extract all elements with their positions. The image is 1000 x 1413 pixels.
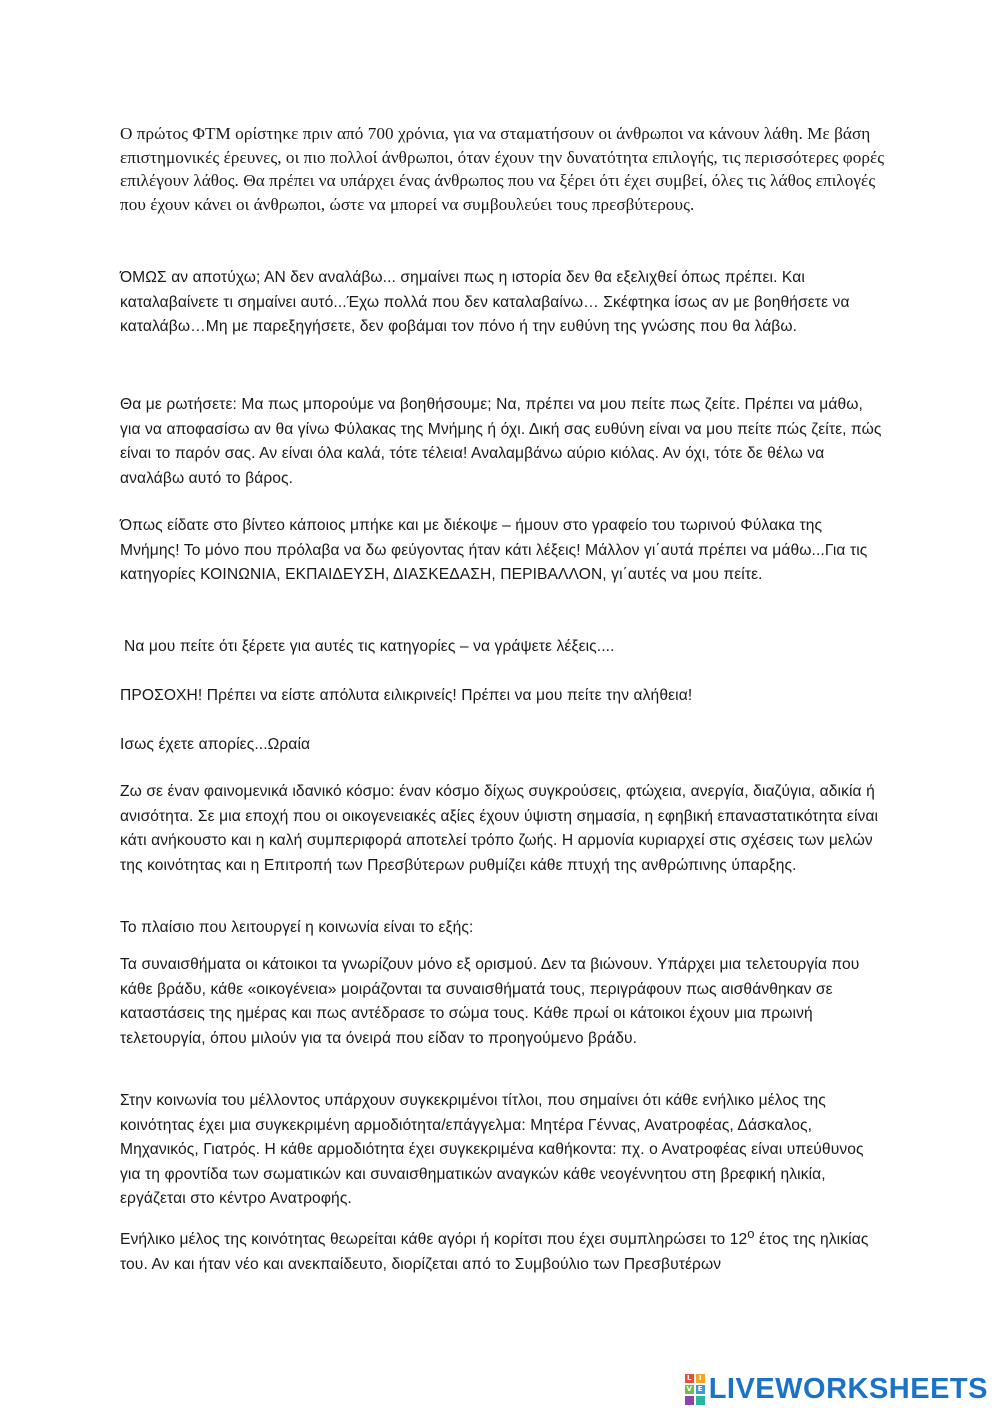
paragraph-ideal-world: Ζω σε έναν φαινομενικά ιδανικό κόσμο: έναν κόσμο δίχως συγκρούσεις, φτώχεια, ανεργία, διαζύγια, αδικία ή ανισότητα. Σε μια εποχή που οι οικογενειακές αξίες έχουν ύψιστη σημασία, η εφηβική επαναστατικότητα είναι κάτι ανήκουστο και η καλή συμπεριφορά αποτελεί τρόπο ζωής. Η αρμονία κυριαρχεί στις σχέσεις των μελών της κοινότητας και η Επιτροπή των Πρεσβύτερων ρυθμίζει κάθε πτυχή της ανθρώπινης ύπαρξης. [120,783,879,874]
liveworksheets-wordmark: LIVEWORKSHEETS [708,1373,988,1405]
paragraph-adult-member [120,1222,885,1277]
paragraph-titles: Στην κοινωνία του μέλλοντος υπάρχουν συγκεκριμένοι τίτλοι, που σημαίνει ότι κάθε ενήλικο μέλος της κοινότητας έχει μια συγκεκριμένη αρμοδιότητα/επάγγελμα: Μητέρα Γέννας, Ανατροφέας, Δάσκαλος, Μηχανικός, Γιατρός. Η κάθε αρμοδιότητα έχει συγκεκριμένα καθήκοντα: πχ. ο Ανατροφέας είναι υπεύθυνος για τη φροντίδα των σωματικών και συναισθηματικών αναγκών κάθε νεογέννητου στη βρεφική ηλικία, εργάζεται στο κέντρο Ανατροφής. [120,1092,864,1207]
paragraph-attention: ΠΡΟΣΟΧΗ! Πρέπει να είστε απόλυτα ειλικρινείς! Πρέπει να μου πείτε την αλήθεια! [120,687,693,704]
paragraph-ftm-intro: Ο πρώτος ΦΤΜ ορίστηκε πριν από 700 χρόνια, για να σταματήσουν οι άνθρωποι να κάνουν λάθη. Με βάση επιστημονικές έρευνες, οι πιο πολλοί άνθρωποι, όταν έχουν την δυνατότητα επιλογής, τις περισσότερες φορές επιλέγουν λάθος. Θα πρέπει να υπάρχει ένας άνθρωπος που να ξέρει ότι έχει συμβεί, όλες τις λάθος επιλογές που έχουν κάνει οι άνθρωποι, ώστε να μπορεί να συμβουλεύει τους πρεσβύτερους. [120,124,885,214]
adult-member-text-start: Ενήλικο μέλος της κοινότητας θεωρείται κάθε αγόρι ή κορίτσι που έχει συμπληρώσει το 12 [120,1231,748,1249]
liveworksheets-logo [685,1372,988,1406]
ordinal-superscript: ο [747,1226,755,1241]
logo-tile: V [686,1384,692,1393]
liveworksheets-logo-icon [685,1374,705,1405]
paragraph-questions: Ισως έχετε απορίες...Ωραία [120,736,311,753]
logo-tile: E [696,1385,705,1394]
paragraph-write-words: Να μου πείτε ότι ξέρετε για αυτές τις κατηγορίες – να γράψετε λέξεις.... [124,638,615,655]
adult-member-text-end: έτος της ηλικίας του. Αν και ήταν νέο και ανεκπαίδευτο, διορίζεται από το Συμβούλιο των Πρεσβυτέρων [120,1231,869,1273]
paragraph-how-to-help: Θα με ρωτήσετε: Μα πως μπορούμε να βοηθήσουμε; Να, πρέπει να μου πείτε πως ζείτε. Πρέπει να μάθω, για να αποφασίσω αν θα γίνω Φύλακας της Μνήμης ή όχι. Δική σας ευθύνη είναι να μου πείτε πώς ζείτε, πώς είναι το παρόν σας. Αν είναι όλα καλά, τότε τέλεια! Αναλαμβάνω αύριο κιόλας. Αν όχι, τότε δε θέλω να αναλάβω αυτό το βάρος. [120,396,882,487]
logo-tile: I [696,1374,705,1383]
paragraph-what-if-fail: ΌΜΩΣ αν αποτύχω; ΑΝ δεν αναλάβω... σημαίνει πως η ιστορία δεν θα εξελιχθεί όπως πρέπει. Και καταλαβαίνετε τι σημαίνει αυτό...Έχω πολλά που δεν καταλαβαίνω… Σκέφτηκα ίσως αν με βοηθήσετε να καταλάβω…Μη με παρεξηγήσετε, δεν φοβάμαι τον πόνο ή την ευθύνη της γνώσης που θα λάβω. [120,269,850,335]
paragraph-framework: Το πλαίσιο που λειτουργεί η κοινωνία είναι το εξής: [120,919,474,936]
logo-tile: L [685,1374,694,1383]
paragraph-emotions: Τα συναισθήματα οι κάτοικοι τα γνωρίζουν μόνο εξ ορισμού. Δεν τα βιώνουν. Υπάρχει μια τελετουργία που κάθε βράδυ, κάθε «οικογένεια» μοιράζονται τα συναισθήματά τους, περιγράφουν πως αισθάνθηκαν σε καταστάσεις της ημέρας και πως αντέδρασε το σώμα τους. Κάθε πρωί οι κάτοικοι έχουν μια πρωινή τελετουργία, όπου μιλούν για τα όνειρά που είδαν το προηγούμενο βράδυ. [120,956,860,1047]
paragraph-video-categories: Όπως είδατε στο βίντεο κάποιος μπήκε και με διέκοψε – ήμουν στο γραφείο του τωρινού Φύλακα της Μνήμης! Το μόνο που πρόλαβα να δω φεύγοντας ήταν κάτι λέξεις! Μάλλον γι΄αυτά πρέπει να μάθω...Για τις κατηγορίες ΚΟΙΝΩΝΙΑ, ΕΚΠΑΙΔΕΥΣΗ, ΔΙΑΣΚΕΔΑΣΗ, ΠΕΡΙΒΑΛΛΟΝ, γι΄αυτές να μου πείτε. [120,517,868,583]
logo-tile [696,1396,705,1405]
logo-tile [685,1396,694,1405]
